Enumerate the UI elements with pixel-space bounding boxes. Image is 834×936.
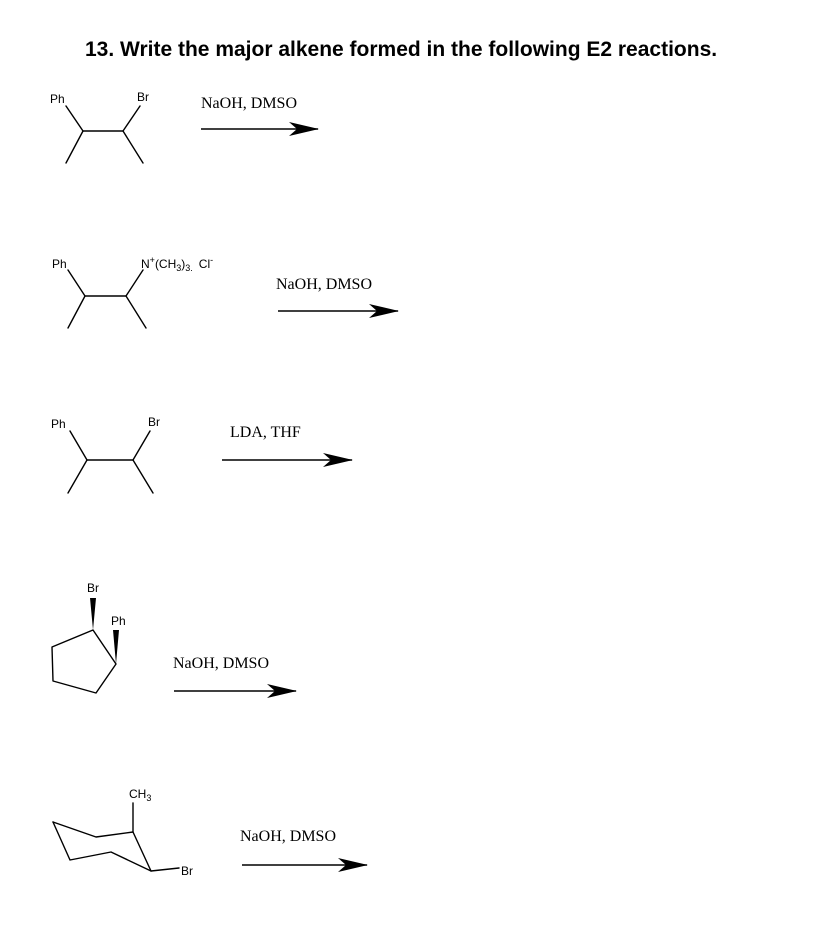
substrate-1-skeleton (66, 106, 143, 163)
reaction-5 (53, 787, 367, 878)
methyl-label: $CH_3$ (129, 787, 152, 803)
br-label: Br (148, 415, 160, 429)
question-title: 13. Write the major alkene formed in the following E2 reactions. (85, 38, 718, 61)
reaction-4 (52, 581, 296, 693)
reagent-label: LDA, THF (230, 424, 301, 441)
br-label: Br (137, 90, 149, 104)
wedge-bond (90, 598, 96, 630)
reagent-label: NaOH, DMSO (240, 828, 336, 845)
cyclopentane-ring (52, 630, 116, 693)
reagent-label: NaOH, DMSO (276, 276, 372, 293)
br-label: Br (87, 581, 99, 595)
ph-label: Ph (52, 257, 67, 271)
reagent-label: NaOH, DMSO (173, 655, 269, 672)
ph-label: Ph (111, 614, 126, 628)
ph-label: Ph (50, 92, 65, 106)
substrate-2-skeleton (68, 270, 146, 328)
br-label: Br (181, 864, 193, 878)
reaction-3 (51, 415, 352, 493)
reaction-1 (50, 90, 318, 163)
cyclohexane-chair (53, 803, 179, 871)
reaction-2 (52, 255, 398, 328)
trimethylammonium-label: $N^+(CH_3)_{3.}$ Cl- (141, 255, 214, 273)
substrate-3-skeleton (68, 431, 153, 493)
reagent-label: NaOH, DMSO (201, 95, 297, 112)
ph-label: Ph (51, 417, 66, 431)
wedge-bond (113, 630, 119, 664)
